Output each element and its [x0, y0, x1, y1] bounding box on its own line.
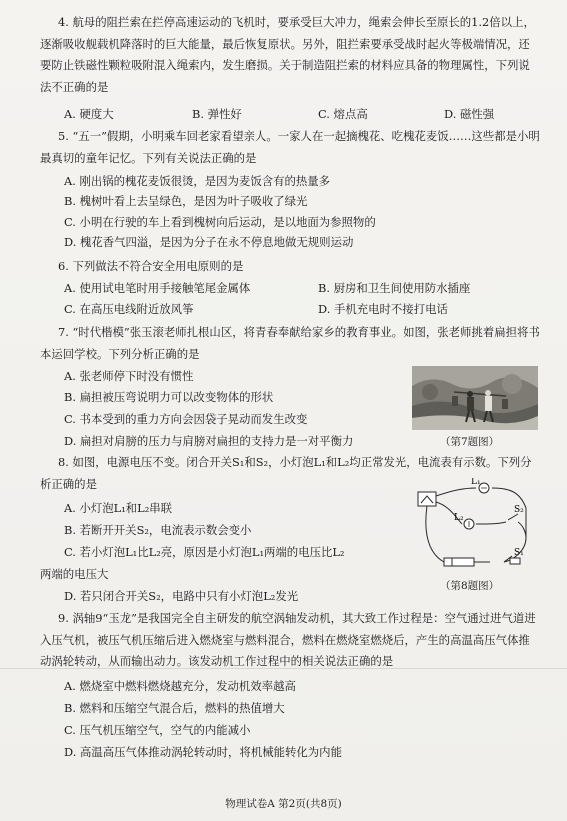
question-6-option-a: A. 使用试电笔时用手接触笔尾金属体 — [64, 281, 251, 295]
question-4-stem — [40, 12, 540, 98]
question-5-option-a: A. 刚出锅的槐花麦饭很烫，是因为麦饭含有的热量多 — [64, 174, 331, 188]
question-7-option-d: D. 扁担对肩膀的压力与肩膀对扁担的支持力是一对平衡力 — [64, 434, 354, 448]
teacher-carrying-books-image — [412, 366, 538, 430]
question-6-option-c: C. 在高压电线附近放风筝 — [64, 302, 194, 316]
question-4-text: 4. 航母的阻拦索在拦停高速运动的飞机时，要承受巨大冲力，绳索会伸长至原长的1.2倍以上，逐渐吸收舰载机降落时的巨大能量，最后恢复原状。另外，阻拦索要承受战时起火等极端情况，还要防止铁磁性颗粒吸附混入绳索内，发生磨损。关于制造阻拦索的材料应具备的物理属性，下列说法不正确的是 — [40, 15, 535, 94]
question-9-option-c: C. 压气机压缩空气，空气的内能减小 — [64, 723, 251, 737]
label-s1: S₁ — [514, 548, 524, 558]
question-9-option-a: A. 燃烧室中燃料燃烧越充分，发动机效率越高 — [64, 679, 296, 693]
page-fold-line — [0, 668, 567, 669]
question-7-option-c: C. 书本受到的重力方向会因袋子晃动而发生改变 — [64, 412, 308, 426]
question-7-stem — [40, 322, 540, 365]
figure-7-photo — [412, 366, 538, 430]
question-9-option-d: D. 高温高压气体推动涡轮转动时，将机械能转化为内能 — [64, 745, 342, 759]
page-footer: 物理试卷A 第2页(共8页) — [225, 798, 342, 810]
question-4-option-c: C. 熔点高 — [318, 107, 368, 121]
figure-7-caption: （第7题图） — [440, 436, 500, 448]
question-8-option-d: D. 若只闭合开关S₂，电路中只有小灯泡L₂发光 — [64, 589, 299, 603]
question-6-option-b: B. 厨房和卫生间使用防水插座 — [318, 281, 471, 295]
question-4-option-d: D. 磁性强 — [444, 107, 495, 121]
question-9-text: 9. 涡轴9“玉龙”是我国完全自主研发的航空涡轴发动机，其大致工作过程是：空气通过进气道进入压气机，被压气机压缩后进入燃烧室与燃料混合，燃料在燃烧室燃烧后，产生的高温高压气体推动涡轮转动，从而输出动力。该发动机工作过程中的相关说法正确的是 — [40, 611, 536, 668]
question-7-option-b: B. 扁担被压弯说明力可以改变物体的形状 — [64, 390, 274, 404]
question-5-text: 5. “五一”假期，小明乘车回老家看望亲人。一家人在一起摘槐花、吃槐花麦饭……这些都是小明最真切的童年记忆。下列有关说法正确的是 — [40, 129, 540, 165]
question-9-option-b: B. 燃料和压缩空气混合后，燃料的热值增大 — [64, 701, 285, 715]
question-5-option-b: B. 槐树叶看上去呈绿色，是因为叶子吸收了绿光 — [64, 194, 308, 208]
question-8-option-c: C. 若小灯泡L₁比L₂亮，原因是小灯泡L₁两端的电压比L₂ — [64, 545, 345, 559]
label-l2: L₂ — [454, 513, 464, 523]
question-7-option-a: A. 张老师停下时没有惯性 — [64, 369, 194, 383]
question-8-option-b: B. 若断开开关S₂，电流表示数会变小 — [64, 523, 252, 537]
question-5-option-c: C. 小明在行驶的车上看到槐树向后运动，是以地面为参照物的 — [64, 215, 376, 229]
question-4-option-a: A. 硬度大 — [64, 107, 114, 121]
question-6-stem: 6. 下列做法不符合安全用电原则的是 — [58, 259, 244, 273]
label-l1: L₁ — [471, 478, 481, 487]
question-9-stem — [40, 608, 540, 673]
label-s2: S₂ — [514, 505, 524, 515]
question-7-text: 7. “时代楷模”张玉滚老师扎根山区，将青春奉献给家乡的教育事业。如图，张老师挑着扁担将书本运回学校。下列分析正确的是 — [40, 325, 540, 361]
circuit-diagram — [414, 478, 538, 570]
question-5-option-d: D. 槐花香气四溢，是因为分子在永不停息地做无规则运动 — [64, 235, 354, 249]
figure-8-circuit — [414, 478, 538, 570]
question-5-stem — [40, 126, 540, 169]
figure-8-caption: （第8题图） — [440, 580, 500, 592]
question-8-option-a: A. 小灯泡L₁和L₂串联 — [64, 501, 173, 515]
question-6-option-d: D. 手机充电时不接打电话 — [318, 302, 448, 316]
question-8-text: 8. 如图，电源电压不变。闭合开关S₁和S₂，小灯泡L₁和L₂均正常发光，电流表有示数。下列分析正确的是 — [40, 455, 532, 491]
question-8-option-c-continued: 两端的电压大 — [40, 567, 109, 581]
question-4-option-b: B. 弹性好 — [192, 107, 242, 121]
